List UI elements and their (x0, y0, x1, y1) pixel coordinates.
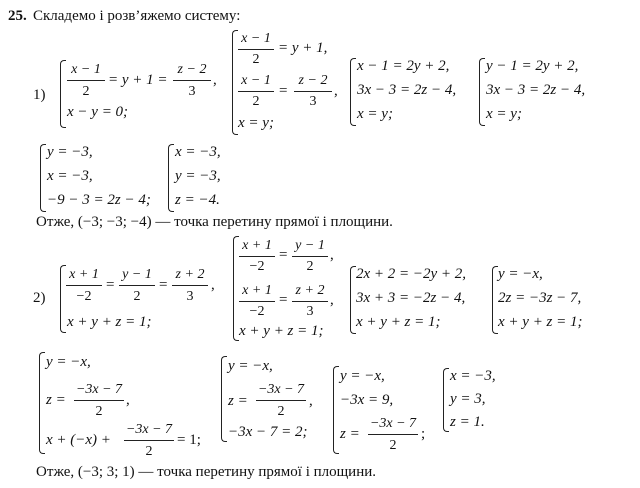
system-brace (40, 144, 46, 212)
equation: x = −3, (450, 368, 496, 384)
equation: −3x = 9, (340, 392, 394, 408)
fraction-bar (74, 400, 124, 401)
fraction-numerator: −3x − 7 (257, 382, 305, 397)
fraction-bar (67, 80, 105, 81)
fraction-denominator: 3 (186, 289, 194, 304)
fraction-denominator: 2 (145, 444, 153, 459)
equals-sign: = (279, 247, 288, 263)
equation-lhs: z = (46, 392, 66, 408)
equals-sign: = (159, 277, 168, 293)
fraction-bar (238, 49, 274, 50)
equation: x = −3, (47, 168, 93, 184)
equation: x + y + z = 1; (498, 314, 583, 330)
equation: y = −3, (47, 144, 93, 160)
fraction-denominator: 2 (95, 404, 103, 419)
part2-label: 2) (33, 290, 46, 306)
part1-conclusion: Отже, (−3; −3; −4) — точка перетину прямої і площини. (36, 214, 393, 230)
equation: −3x − 7 = 2; (228, 424, 308, 440)
fraction-bar (368, 434, 418, 435)
problem-statement: Складемо і розв’яжемо систему: (33, 8, 241, 24)
fraction-denominator: 2 (252, 52, 260, 67)
fraction-numerator: x − 1 (241, 73, 271, 88)
fraction-numerator: −3x − 7 (75, 382, 123, 397)
equation: y = −x, (498, 266, 543, 282)
punctuation: , (211, 277, 215, 293)
equation: z = 1. (450, 414, 485, 430)
equation: −9 − 3 = 2z − 4; (47, 192, 151, 208)
fraction-bar (239, 301, 275, 302)
equals-sign: = (106, 277, 115, 293)
system-brace (333, 366, 339, 454)
fraction-bar (292, 256, 328, 257)
equals-sign: = (279, 292, 288, 308)
fraction-bar (66, 285, 102, 286)
fraction-numerator: x + 1 (242, 238, 272, 253)
fraction-numerator: −3x − 7 (369, 416, 417, 431)
fraction-numerator: x − 1 (241, 31, 271, 46)
fraction-denominator: 2 (82, 84, 90, 99)
fraction-denominator: 2 (277, 404, 285, 419)
fraction-numerator: y − 1 (122, 267, 152, 282)
equation: 2z = −3z − 7, (498, 290, 582, 306)
fraction-numerator: y − 1 (295, 238, 325, 253)
fraction-numerator: x − 1 (71, 62, 101, 77)
equation: x + y + z = 1; (239, 323, 324, 339)
equation: 3x + 3 = −2z − 4, (356, 290, 466, 306)
system-brace (168, 144, 174, 212)
equation: y = 3, (450, 391, 486, 407)
system-brace (221, 356, 227, 442)
punctuation: , (334, 83, 338, 99)
equation-middle: = y + 1 = (108, 72, 168, 88)
punctuation: , (309, 393, 313, 409)
equation: y = −x, (46, 354, 91, 370)
equation: x − 1 = 2y + 2, (357, 58, 450, 74)
equation: x = −3, (175, 144, 221, 160)
fraction-denominator: 2 (133, 289, 141, 304)
equation: x = y; (357, 106, 393, 122)
equation: 2x + 2 = −2y + 2, (356, 266, 467, 282)
fraction-bar (119, 285, 155, 286)
system-brace (60, 60, 66, 128)
fraction-bar (256, 400, 306, 401)
fraction-denominator: 2 (306, 259, 314, 274)
fraction-denominator: 2 (389, 438, 397, 453)
fraction-bar (238, 91, 274, 92)
fraction-bar (124, 440, 174, 441)
fraction-numerator: −3x − 7 (125, 422, 173, 437)
equation: y = −x, (228, 358, 273, 374)
system-brace (443, 368, 449, 432)
part1-label: 1) (33, 87, 46, 103)
equation-lhs: x + (−x) + (46, 432, 111, 448)
equation: y = −x, (340, 368, 385, 384)
punctuation: , (126, 392, 130, 408)
equation: x + y + z = 1; (356, 314, 441, 330)
system-brace (350, 58, 356, 126)
fraction-bar (172, 285, 208, 286)
equation: 3x − 3 = 2z − 4, (486, 82, 586, 98)
equation-lhs: z = (340, 426, 360, 442)
fraction-denominator: −2 (249, 259, 265, 274)
fraction-numerator: z − 2 (177, 62, 207, 77)
fraction-denominator: 2 (252, 94, 260, 109)
fraction-bar (294, 91, 332, 92)
fraction-denominator: −2 (76, 289, 92, 304)
fraction-denominator: 3 (306, 304, 314, 319)
fraction-numerator: x + 1 (242, 283, 272, 298)
equation-rhs: = y + 1, (278, 40, 328, 56)
equals-sign: = (279, 83, 288, 99)
fraction-numerator: z + 2 (175, 267, 205, 282)
fraction-denominator: −2 (249, 304, 265, 319)
equation: z = −4. (175, 192, 220, 208)
fraction-bar (173, 80, 211, 81)
equation: y = −3, (175, 168, 221, 184)
fraction-bar (292, 301, 328, 302)
punctuation: , (330, 292, 334, 308)
fraction-denominator: 3 (188, 84, 196, 99)
fraction-denominator: 3 (309, 94, 317, 109)
punctuation: ; (421, 426, 426, 442)
fraction-bar (239, 256, 275, 257)
fraction-numerator: x + 1 (69, 267, 99, 282)
equation-lhs: z = (228, 393, 248, 409)
system-brace (39, 352, 45, 454)
problem-number: 25. (8, 8, 27, 24)
part2-conclusion: Отже, (−3; 3; 1) — точка перетину прямої і площини. (36, 464, 377, 480)
system-brace (479, 58, 485, 126)
equation: 3x − 3 = 2z − 4, (357, 82, 457, 98)
fraction-numerator: z − 2 (298, 73, 328, 88)
equation: x + y + z = 1; (67, 314, 152, 330)
equation: x − y = 0; (67, 104, 129, 120)
equation: x = y; (238, 115, 274, 131)
punctuation: = 1; (177, 432, 201, 448)
equation: x = y; (486, 106, 522, 122)
equation: y − 1 = 2y + 2, (486, 58, 579, 74)
punctuation: , (330, 247, 334, 263)
punctuation: , (213, 72, 217, 88)
fraction-numerator: z + 2 (295, 283, 325, 298)
